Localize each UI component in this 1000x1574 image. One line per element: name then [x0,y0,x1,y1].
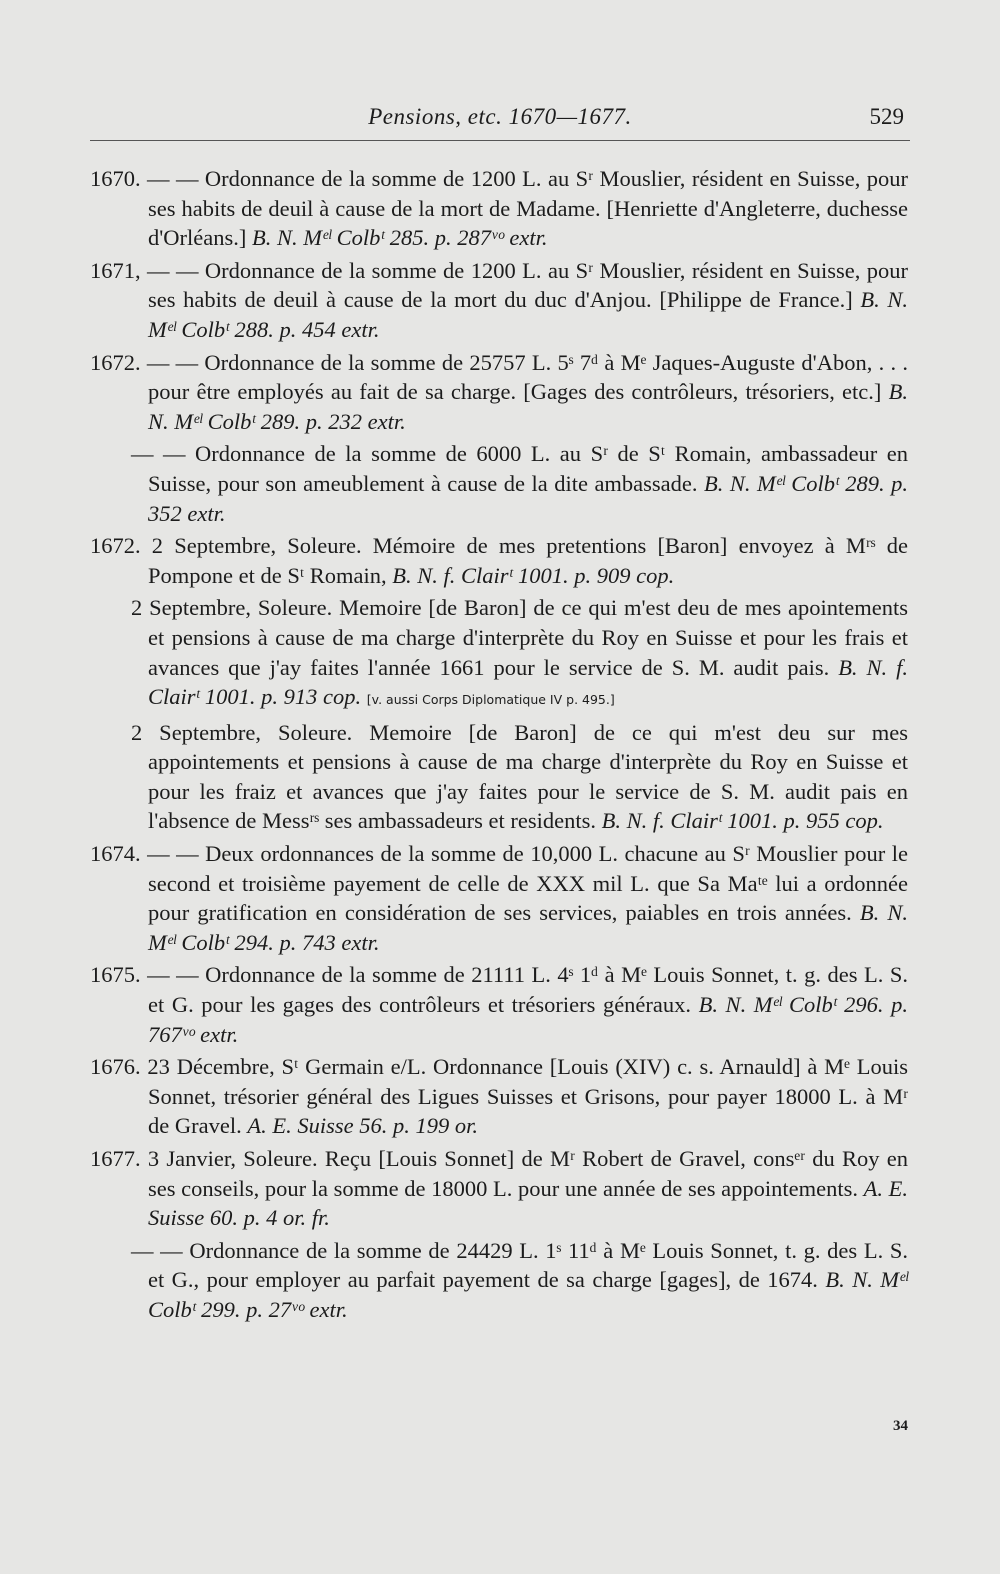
source-ref: B. N. Mᵉˡ Colbᵗ 299. p. 27ᵛᵒ extr. [148,1267,908,1322]
source-ref: B. N. f. Clairᵗ 1001. p. 909 cop. [392,562,675,588]
entry-1674: 1674. — — Deux ordonnances de la somme de 10,000 L. chacune au Sʳ Mouslier pour le second et troisième payement de celle de XXX mil L. que Sa Maᵗᵉ lui a ordonnée pour gratification en considération de ses services, paiables en trois années. B. N. Mᵉˡ Colbᵗ 294. p. 743 extr. [90,841,908,955]
entry-1672-d: 2 Septembre, Soleure. Memoire [de Baron] de ce qui m'est deu de mes apointements et pensions à cause de ma charge d'interprète du Roy en Suisse et pour les frais et avances que j'ay faites l'année 1661 pour le service de S. M. audit pais. B. N. f. Clairᵗ 1001. p. 913 cop. [v. aussi Corps Diplomatique IV p. 495.] [131,595,908,710]
footnote-reference: [v. aussi Corps Diplomatique IV p. 495.] [366,692,615,708]
source-ref: B. N. f. Clairᵗ 1001. p. 913 cop. [148,654,908,710]
signature-mark: 34 [893,1418,908,1434]
entry-1672-c: 1672. 2 Septembre, Soleure. Mémoire de mes pretentions [Baron] envoyez à Mʳˢ de Pompone et de Sᵗ Romain, B. N. f. Clairᵗ 1001. p. 909 cop. [90,533,908,588]
entry-1677-a: 1677. 3 Janvier, Soleure. Reçu [Louis Sonnet] de Mʳ Robert de Gravel, consᵉʳ du Roy en ses conseils, pour la somme de 18000 L. pour une année de ses appointements. A. E. Suisse 60. p. 4 or. fr. [90,1146,908,1231]
entry-1672-e: 2 Septembre, Soleure. Memoire [de Baron] de ce qui m'est deu sur mes appointements et pensions à cause de ma charge d'interprète du Roy en Suisse et pour les fraiz et avances que j'ay faites pour le service de S. M. audit pais en l'absence de Messʳˢ ses ambassadeurs et residents. B. N. f. Clairᵗ 1001. p. 955 cop. [131,719,908,834]
entry-1676: 1676. 23 Décembre, Sᵗ Germain e/L. Ordonnance [Louis (XIV) c. s. Arnauld] à Mᵉ Louis Sonnet, trésorier général des Ligues Suisses et Grisons, pour payer 18000 L. à Mʳ de Gravel. A. E. Suisse 56. p. 199 or. [90,1054,908,1139]
entry-1675: 1675. — — Ordonnance de la somme de 21111 L. 4ˢ 1ᵈ à Mᵉ Louis Sonnet, t. g. des L. S. et G. pour les gages des contrôleurs et trésoriers généraux. B. N. Mᵉˡ Colbᵗ 296. p. 767ᵛᵒ extr. [90,962,908,1047]
source-ref: B. N. Mᵉˡ Colbᵗ 296. p. 767ᵛᵒ extr. [148,992,908,1047]
source-ref: A. E. Suisse 60. p. 4 or. fr. [148,1175,908,1231]
source-ref: B. N. Mᵉˡ Colbᵗ 289. p. 232 extr. [148,379,908,434]
source-ref: B. N. f. Clairᵗ 1001. p. 955 cop. [601,808,884,834]
source-ref: B. N. Mᵉˡ Colbᵗ 294. p. 743 extr. [148,900,908,955]
page-number: 529 [869,104,904,129]
entry-1672-b: — — Ordonnance de la somme de 6000 L. au Sʳ de Sᵗ Romain, ambassadeur en Suisse, pour son ameublement à cause de la dite ambassade. B. N. Mᵉˡ Colbᵗ 289. p. 352 extr. [131,441,908,526]
source-ref: B. N. Mᵉˡ Colbᵗ 289. p. 352 extr. [148,470,908,526]
source-ref: B. N. Mᵉˡ Colbᵗ 288. p. 454 extr. [148,287,908,342]
entry-1677-b: — — Ordonnance de la somme de 24429 L. 1ˢ 11ᵈ à Mᵉ Louis Sonnet, t. g. des L. S. et G., pour employer au parfait payement de sa charge [gages], de 1674. B. N. Mᵉˡ Colbᵗ 299. p. 27ᵛᵒ extr. [131,1237,908,1322]
entry-1670: 1670. — — Ordonnance de la somme de 1200 L. au Sʳ Mouslier, résident en Suisse, pour ses habits de deuil à cause de la mort de Madame. [Henriette d'Angleterre, duchesse d'Orléans.] B. N. Mᵉˡ Colbᵗ 285. p. 287ᵛᵒ extr. [90,166,908,251]
source-ref: A. E. Suisse 56. p. 199 or. [247,1113,478,1139]
entry-1672-a: 1672. — — Ordonnance de la somme de 25757 L. 5ˢ 7ᵈ à Mᵉ Jaques-Auguste d'Abon, . . . pour être employés au fait de sa charge. [Gages des contrôleurs, trésoriers, etc.] B. N. Mᵉˡ Colbᵗ 289. p. 232 extr. [90,349,908,434]
source-ref: B. N. Mᵉˡ Colbᵗ 285. p. 287ᵛᵒ extr. [252,225,548,251]
entry-1671: 1671, — — Ordonnance de la somme de 1200 L. au Sʳ Mouslier, résident en Suisse, pour ses habits de deuil à cause de la mort du duc d'Anjou. [Philippe de France.] B. N. Mᵉˡ Colbᵗ 288. p. 454 extr. [90,257,908,342]
running-header [90,100,910,141]
document-body [90,164,908,1328]
running-title: Pensions, etc. 1670—1677. [368,104,632,129]
